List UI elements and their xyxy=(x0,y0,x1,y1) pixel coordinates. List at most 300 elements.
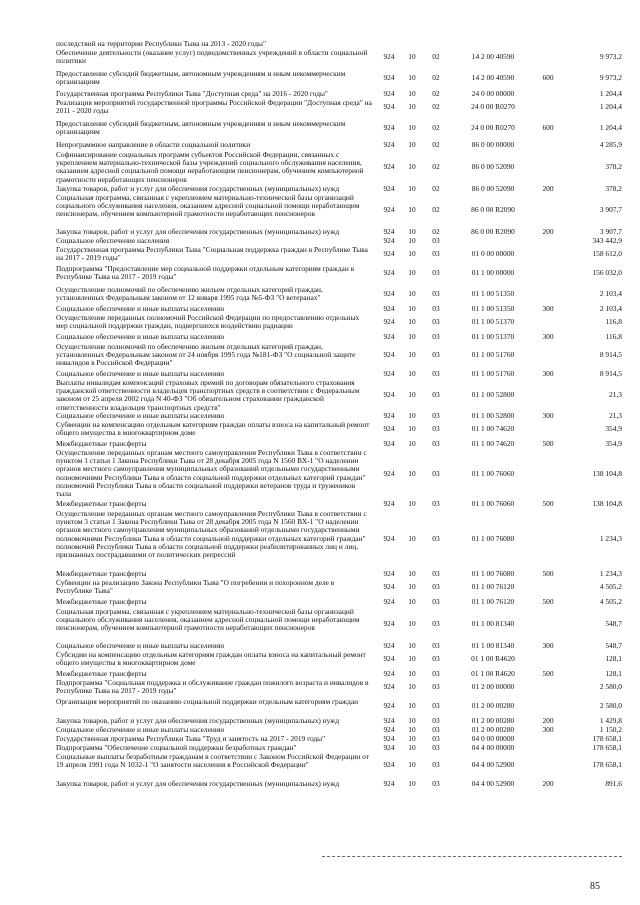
row-grbs: 924 xyxy=(383,236,395,245)
row-amount: 1 204,4 xyxy=(599,89,622,98)
row-target-article: 01 1 00 52800 xyxy=(471,390,515,400)
row-section: 10 xyxy=(408,597,416,606)
row-name: Социальные выплаты безработным гражданам в соответствии с Законом Российской Федерации от 19 апреля 1991 года N 1032-1 "О занятости населения в Российской Федерации" xyxy=(56,752,369,770)
row-subsection: 03 xyxy=(432,468,440,478)
row-name: Осуществление переданных органам местного самоуправления Республики Тыва в соответствии с пунктом 3 статьи 1 Закона Республики Тыва от 28 декабря 2005 года N 1560 ВХ-1 "О наделении органов местного самоуправления муниципальных образований отдельными государственными полномочиями Республики Тыва в области социальной поддержки отдельных категорий граждан" полномочий Республики Тыва в области социальной поддержки реабилитированных лиц и лиц, признанных пострадавшими от политических репрессий xyxy=(56,509,367,560)
row-amount: 2 580,0 xyxy=(599,701,622,711)
table-row xyxy=(0,449,640,498)
row-subsection: 03 xyxy=(432,701,440,711)
row-amount: 9 973,2 xyxy=(599,52,622,62)
row-target-article: 04 4 00 00000 xyxy=(471,743,515,752)
row-section: 10 xyxy=(408,89,416,98)
row-amount: 4 285,9 xyxy=(599,140,622,149)
row-amount: 891,6 xyxy=(605,779,622,788)
row-grbs: 924 xyxy=(383,140,395,149)
row-target-article: 01 1 00 51760 xyxy=(471,350,515,360)
row-subsection: 03 xyxy=(432,289,440,299)
row-section: 10 xyxy=(408,779,416,788)
row-grbs: 924 xyxy=(383,184,395,193)
row-section: 10 xyxy=(408,760,416,770)
row-subsection: 03 xyxy=(432,725,440,734)
row-amount: 343 442,9 xyxy=(592,236,622,245)
row-name: Социальное обеспечение и иные выплаты населению xyxy=(56,411,225,420)
row-grbs: 924 xyxy=(383,162,395,172)
table-row xyxy=(0,305,640,313)
row-section: 10 xyxy=(408,350,416,360)
row-subsection: 03 xyxy=(432,268,440,278)
row-target-article: 14 2 00 40590 xyxy=(471,73,515,83)
table-row xyxy=(0,343,640,368)
row-grbs: 924 xyxy=(383,619,395,629)
row-expense-type: 300 xyxy=(542,369,554,378)
table-row xyxy=(0,90,640,98)
table-row xyxy=(0,500,640,508)
row-expense-type: 200 xyxy=(542,184,554,193)
row-target-article: 01 2 00 00280 xyxy=(471,725,515,734)
row-target-article: 24 0 00 00000 xyxy=(471,89,515,98)
row-name: Государственная программа Республики Тыва "Социальная поддержка граждан в Республике Тыва на 2017 - 2019 годы" xyxy=(56,245,368,263)
row-grbs: 924 xyxy=(383,205,395,215)
row-grbs: 924 xyxy=(383,734,395,743)
row-subsection: 03 xyxy=(432,439,440,448)
row-target-article: 01 1 00 74620 xyxy=(471,424,515,434)
row-target-article: 01 1 00 76080 xyxy=(471,533,515,543)
row-subsection: 02 xyxy=(432,52,440,62)
row-grbs: 924 xyxy=(383,682,395,692)
row-section: 10 xyxy=(408,439,416,448)
row-name: Подпрограмма "Социальная поддержка и обслуживание граждан пожилого возраста и инвалидов в Республике Тыва на 2017 - 2019 годы" xyxy=(56,678,369,696)
table-row xyxy=(0,99,640,115)
row-subsection: 03 xyxy=(432,582,440,592)
table-row xyxy=(0,679,640,695)
table-row xyxy=(0,421,640,437)
row-amount: 3 907,7 xyxy=(599,227,622,236)
row-grbs: 924 xyxy=(383,760,395,770)
row-amount: 8 914,5 xyxy=(599,369,622,378)
row-expense-type: 200 xyxy=(542,716,554,725)
row-amount: 178 658,1 xyxy=(592,743,622,752)
row-target-article: 01 1 00 52800 xyxy=(471,411,515,420)
table-row xyxy=(0,246,640,262)
row-expense-type: 600 xyxy=(542,73,554,83)
table-row xyxy=(0,753,640,778)
row-amount: 138 104,8 xyxy=(592,468,622,478)
row-name: Осуществление полномочий по обеспечению жильем отдельных категорий граждан, установленных Федеральным законом от 12 января 1995 года №5-ФЗ "О ветеранах" xyxy=(56,285,323,303)
row-target-article: 01 1 00 51350 xyxy=(471,289,515,299)
row-name: Государственная программа Республики Тыва "Труд и занятость на 2017 - 2019 годы" xyxy=(56,734,326,743)
row-name: Предоставление субсидий бюджетным, автономным учреждениям и иным некоммерческим организациям xyxy=(56,119,346,137)
row-target-article: 01 2 00 00000 xyxy=(471,682,515,692)
row-amount: 8 914,5 xyxy=(599,350,622,360)
row-section: 10 xyxy=(408,569,416,578)
row-subsection: 03 xyxy=(432,682,440,692)
table-row xyxy=(0,598,640,606)
row-subsection: 02 xyxy=(432,162,440,172)
row-section: 10 xyxy=(408,411,416,420)
row-expense-type: 500 xyxy=(542,669,554,678)
row-subsection: 02 xyxy=(432,89,440,98)
row-name: Реализация мероприятий государственной программы Российской Федерации "Доступная среда" на 2011 - 2020 годы xyxy=(56,98,372,116)
row-name: Закупка товаров, работ и услуг для обеспечения государственных (муниципальных) нужд xyxy=(56,227,340,236)
table-row xyxy=(0,651,640,667)
table-row xyxy=(0,698,640,714)
row-section: 10 xyxy=(408,619,416,629)
row-section: 10 xyxy=(408,533,416,543)
row-target-article: 86 0 00 52090 xyxy=(471,162,515,172)
table-row xyxy=(0,151,640,184)
row-grbs: 924 xyxy=(383,743,395,752)
row-target-article: 01 0 00 00000 xyxy=(471,249,515,259)
row-amount: 4 505,2 xyxy=(599,582,622,592)
row-subsection: 03 xyxy=(432,350,440,360)
table-row xyxy=(0,237,640,245)
table-row xyxy=(0,570,640,578)
row-name: Государственная программа Республики Тыва "Доступная среда" на 2016 - 2020 годы" xyxy=(56,89,328,98)
row-subsection: 03 xyxy=(432,304,440,313)
row-target-article: 01 1 00 81340 xyxy=(471,619,515,629)
row-expense-type: 500 xyxy=(542,439,554,448)
row-expense-type: 500 xyxy=(542,499,554,508)
table-row xyxy=(0,228,640,236)
row-amount: 21,3 xyxy=(609,390,622,400)
row-amount: 4 505,2 xyxy=(599,597,622,606)
row-grbs: 924 xyxy=(383,73,395,83)
row-subsection: 03 xyxy=(432,390,440,400)
row-target-article: 01 1 00 51370 xyxy=(471,317,515,327)
row-amount: 2 580,0 xyxy=(599,682,622,692)
row-grbs: 924 xyxy=(383,332,395,341)
row-amount: 1 204,4 xyxy=(599,102,622,112)
row-amount: 9 973,2 xyxy=(599,73,622,83)
row-target-article: 01 1 00 74620 xyxy=(471,439,515,448)
row-name: Подпрограмма "Предоставление мер социальной поддержки отдельным категориям граждан в Республике Тыва на 2017 - 2019 годы" xyxy=(56,264,355,282)
row-amount: 548,7 xyxy=(605,641,622,650)
row-amount: 1 429,8 xyxy=(599,716,622,725)
row-name: Софинансирование социальных программ субъектов Российской Федерации, связанных с укреплением материально-технической базы учреждений социального обслуживания населения, оказанием адресной социальной помощи неработающим пенсионерам, обучением компьютерной грамотности неработающих пенсионеров xyxy=(56,150,364,184)
row-target-article: 86 0 00 00000 xyxy=(471,140,515,149)
row-amount: 1 234,3 xyxy=(599,533,622,543)
row-name: Обеспечение деятельности (оказание услуг) подведомственных учреждений в области социальной политики xyxy=(56,48,368,66)
row-name: Социальное обеспечение и иные выплаты населению xyxy=(56,369,225,378)
row-grbs: 924 xyxy=(383,716,395,725)
row-name: Закупка товаров, работ и услуг для обеспечения государственных (муниципальных) нужд xyxy=(56,779,340,788)
row-subsection: 03 xyxy=(432,734,440,743)
row-section: 10 xyxy=(408,289,416,299)
table-row xyxy=(0,70,640,86)
table-row xyxy=(0,744,640,752)
row-section: 10 xyxy=(408,468,416,478)
table-row xyxy=(0,780,640,788)
row-grbs: 924 xyxy=(383,102,395,112)
row-amount: 128,1 xyxy=(605,669,622,678)
row-target-article: 14 2 00 40590 xyxy=(471,52,515,62)
table-row xyxy=(0,510,640,567)
row-grbs: 924 xyxy=(383,533,395,543)
row-name: Субвенции на компенсацию отдельным категориям граждан оплаты взноса на капитальный ремонт общего имущества в многоквартирном доме xyxy=(56,420,370,438)
row-subsection: 03 xyxy=(432,569,440,578)
row-name: Организация мероприятий по оказанию социальной поддержки отдельным категориям граждан xyxy=(56,697,359,706)
row-subsection: 02 xyxy=(432,123,440,133)
row-section: 10 xyxy=(408,249,416,259)
row-amount: 354,9 xyxy=(605,424,622,434)
row-target-article: 01 1 00 76060 xyxy=(471,499,515,508)
row-target-article: 01 1 00 51760 xyxy=(471,369,515,378)
row-expense-type: 200 xyxy=(542,779,554,788)
row-grbs: 924 xyxy=(383,701,395,711)
row-section: 10 xyxy=(408,123,416,133)
row-name: Социальное обеспечение и иные выплаты населению xyxy=(56,725,225,734)
row-expense-type: 300 xyxy=(542,332,554,341)
row-amount: 158 612,0 xyxy=(592,249,622,259)
row-target-article: 86 0 00 R2090 xyxy=(471,205,515,215)
row-amount: 2 103,4 xyxy=(599,304,622,313)
row-name: Межбюджетные трансферты xyxy=(56,439,147,448)
row-target-article: 24 0 00 R0270 xyxy=(471,123,515,133)
row-name: Осуществление переданных полномочий Российской Федерации по предоставлению отдельных мер социальной поддержки граждан, подвергшихся воздействию радиации xyxy=(56,313,360,331)
row-target-article: 01 1 00 00000 xyxy=(471,268,515,278)
table-row xyxy=(0,726,640,734)
row-name: Закупка товаров, работ и услуг для обеспечения государственных (муниципальных) нужд xyxy=(56,184,340,193)
row-target-article: 24 0 00 R0270 xyxy=(471,102,515,112)
row-subsection: 02 xyxy=(432,205,440,215)
row-amount: 21,3 xyxy=(609,411,622,420)
table-row xyxy=(0,370,640,378)
row-target-article: 01 1 00 76060 xyxy=(471,468,515,478)
row-grbs: 924 xyxy=(383,641,395,650)
row-expense-type: 500 xyxy=(542,597,554,606)
table-row xyxy=(0,185,640,193)
row-subsection: 03 xyxy=(432,411,440,420)
row-section: 10 xyxy=(408,716,416,725)
row-grbs: 924 xyxy=(383,669,395,678)
table-row xyxy=(0,49,640,65)
row-amount: 1 234,3 xyxy=(599,569,622,578)
row-expense-type: 300 xyxy=(542,641,554,650)
row-expense-type: 500 xyxy=(542,569,554,578)
row-name: Межбюджетные трансферты xyxy=(56,569,147,578)
row-section: 10 xyxy=(408,499,416,508)
row-grbs: 924 xyxy=(383,582,395,592)
row-grbs: 924 xyxy=(383,411,395,420)
row-subsection: 03 xyxy=(432,641,440,650)
row-grbs: 924 xyxy=(383,597,395,606)
row-grbs: 924 xyxy=(383,654,395,664)
table-row xyxy=(0,265,640,281)
row-name: Социальное обеспечение и иные выплаты населению xyxy=(56,641,225,650)
row-grbs: 924 xyxy=(383,350,395,360)
row-section: 10 xyxy=(408,162,416,172)
row-section: 10 xyxy=(408,390,416,400)
row-name: Непрограммное направление в области социальной политики xyxy=(56,140,251,149)
row-section: 10 xyxy=(408,582,416,592)
row-grbs: 924 xyxy=(383,569,395,578)
row-name: Выплаты инвалидам компенсаций страховых премий по договорам обязательного страхования гражданской ответственности владельцев транспортных средств в соответствии с Федеральным законом от 25 апреля 2002 года N 40-ФЗ "Об обязательном страховании гражданской ответственности владельцев транспортных средств" xyxy=(56,378,360,412)
row-expense-type: 300 xyxy=(542,725,554,734)
row-amount: 116,8 xyxy=(605,317,622,327)
row-subsection: 03 xyxy=(432,499,440,508)
row-section: 10 xyxy=(408,73,416,83)
row-subsection: 03 xyxy=(432,249,440,259)
row-target-article: 04 4 00 52900 xyxy=(471,760,515,770)
row-section: 10 xyxy=(408,332,416,341)
row-name: Социальное обеспечение и иные выплаты населению xyxy=(56,332,225,341)
row-section: 10 xyxy=(408,734,416,743)
row-subsection: 02 xyxy=(432,140,440,149)
row-target-article: 86 0 00 52090 xyxy=(471,184,515,193)
row-target-article: 86 0 00 R2090 xyxy=(471,227,515,236)
row-section: 10 xyxy=(408,227,416,236)
row-expense-type: 300 xyxy=(542,411,554,420)
row-grbs: 924 xyxy=(383,227,395,236)
row-section: 10 xyxy=(408,102,416,112)
row-subsection: 03 xyxy=(432,716,440,725)
row-target-article: 01 1 00 51370 xyxy=(471,332,515,341)
row-name: Осуществление полномочий по обеспечению жильем отдельных категорий граждан, установленных Федеральным законом от 24 ноября 1995 года №181-ФЗ "О социальной защите инвалидов в Российской Федерации" xyxy=(56,342,356,368)
row-amount: 2 103,4 xyxy=(599,289,622,299)
row-amount: 1 150,2 xyxy=(599,725,622,734)
row-section: 10 xyxy=(408,669,416,678)
row-grbs: 924 xyxy=(383,304,395,313)
row-section: 10 xyxy=(408,236,416,245)
row-grbs: 924 xyxy=(383,249,395,259)
row-target-article: 04 0 00 00000 xyxy=(471,734,515,743)
row-section: 10 xyxy=(408,140,416,149)
row-grbs: 924 xyxy=(383,369,395,378)
row-expense-type: 600 xyxy=(542,123,554,133)
row-section: 10 xyxy=(408,641,416,650)
row-grbs: 924 xyxy=(383,499,395,508)
table-row xyxy=(0,608,640,641)
row-section: 10 xyxy=(408,304,416,313)
row-target-article: 04 4 00 52900 xyxy=(471,779,515,788)
row-section: 10 xyxy=(408,654,416,664)
row-grbs: 924 xyxy=(383,289,395,299)
row-name: Субсидии на компенсацию отдельным категориям граждан оплаты взноса на капитальный ремонт общего имущества в многоквартирном доме xyxy=(56,650,366,668)
row-subsection: 03 xyxy=(432,743,440,752)
row-amount: 178 658,1 xyxy=(592,734,622,743)
row-section: 10 xyxy=(408,424,416,434)
table-row xyxy=(0,194,640,227)
table-row xyxy=(0,40,640,48)
row-target-article: 01 2 00 00280 xyxy=(471,701,515,711)
page-number: 85 xyxy=(590,881,600,892)
scan-artifact-line xyxy=(322,856,622,857)
row-amount: 354,9 xyxy=(605,439,622,448)
row-subsection: 03 xyxy=(432,533,440,543)
row-grbs: 924 xyxy=(383,317,395,327)
row-amount: 178 658,1 xyxy=(592,760,622,770)
row-name: последствий на территории Республики Тыва на 2013 - 2020 годы" xyxy=(56,39,267,48)
row-name: Социальное обеспечение и иные выплаты населению xyxy=(56,304,225,313)
row-grbs: 924 xyxy=(383,439,395,448)
row-grbs: 924 xyxy=(383,123,395,133)
table-row xyxy=(0,379,640,412)
row-subsection: 03 xyxy=(432,236,440,245)
row-amount: 138 104,8 xyxy=(592,499,622,508)
row-amount: 548,7 xyxy=(605,619,622,629)
row-section: 10 xyxy=(408,725,416,734)
table-row xyxy=(0,440,640,448)
table-row xyxy=(0,579,640,595)
row-section: 10 xyxy=(408,205,416,215)
table-row xyxy=(0,314,640,330)
row-grbs: 924 xyxy=(383,725,395,734)
row-target-article: 01 1 00 76120 xyxy=(471,597,515,606)
row-section: 10 xyxy=(408,701,416,711)
table-row xyxy=(0,141,640,149)
row-target-article: 01 1 00 R4620 xyxy=(471,669,515,678)
row-amount: 378,2 xyxy=(605,184,622,193)
row-name: Подпрограмма "Обеспечение социальной поддержки безработных граждан" xyxy=(56,743,297,752)
row-subsection: 02 xyxy=(432,227,440,236)
table-row xyxy=(0,717,640,725)
row-section: 10 xyxy=(408,52,416,62)
row-amount: 128,1 xyxy=(605,654,622,664)
row-section: 10 xyxy=(408,184,416,193)
row-target-article: 01 1 00 R4620 xyxy=(471,654,515,664)
row-subsection: 03 xyxy=(432,597,440,606)
row-subsection: 03 xyxy=(432,654,440,664)
row-amount: 156 032,0 xyxy=(592,268,622,278)
table-row xyxy=(0,286,640,302)
row-section: 10 xyxy=(408,682,416,692)
row-target-article: 01 1 00 76120 xyxy=(471,582,515,592)
table-row xyxy=(0,333,640,341)
row-amount: 378,2 xyxy=(605,162,622,172)
row-target-article: 01 2 00 00280 xyxy=(471,716,515,725)
row-section: 10 xyxy=(408,743,416,752)
row-subsection: 03 xyxy=(432,369,440,378)
row-amount: 1 204,4 xyxy=(599,123,622,133)
row-grbs: 924 xyxy=(383,89,395,98)
row-subsection: 03 xyxy=(432,779,440,788)
row-name: Межбюджетные трансферты xyxy=(56,669,147,678)
row-subsection: 02 xyxy=(432,73,440,83)
row-name: Закупка товаров, работ и услуг для обеспечения государственных (муниципальных) нужд xyxy=(56,716,340,725)
row-grbs: 924 xyxy=(383,468,395,478)
row-target-article: 01 1 00 76080 xyxy=(471,569,515,578)
row-subsection: 02 xyxy=(432,184,440,193)
row-grbs: 924 xyxy=(383,779,395,788)
row-grbs: 924 xyxy=(383,424,395,434)
row-expense-type: 300 xyxy=(542,304,554,313)
row-name: Социальное обеспечение населения xyxy=(56,236,170,245)
row-name: Субвенции на реализацию Закона Республики Тыва "О погребении и похоронном деле в Республике Тыва" xyxy=(56,578,335,596)
row-amount: 3 907,7 xyxy=(599,205,622,215)
row-subsection: 03 xyxy=(432,619,440,629)
row-subsection: 03 xyxy=(432,332,440,341)
row-name: Предоставление субсидий бюджетным, автономным учреждениям и иным некоммерческим организациям xyxy=(56,69,346,87)
table-row xyxy=(0,642,640,650)
row-name: Межбюджетные трансферты xyxy=(56,499,147,508)
table-row xyxy=(0,735,640,743)
row-subsection: 02 xyxy=(432,102,440,112)
row-grbs: 924 xyxy=(383,52,395,62)
row-name: Социальная программа, связанная с укреплением материально-технической базы организаций социального обслуживания населения, оказанием адресной социальной помощи неработающим пенсионерам, обучением компьютерной грамотности неработающих пенсионеров xyxy=(56,607,360,633)
row-target-article: 01 1 00 81340 xyxy=(471,641,515,650)
table-row xyxy=(0,412,640,420)
table-row xyxy=(0,120,640,136)
row-subsection: 03 xyxy=(432,317,440,327)
row-name: Социальная программа, связанная с укреплением материально-технической базы организаций социального обслуживания населения, оказанием адресной социальной помощи неработающим пенсионерам, обучением компьютерной грамотности неработающих пенсионеров xyxy=(56,193,360,219)
row-name: Осуществление переданных органам местного самоуправления Республики Тыва в соответствии с пунктом 1 статьи 1 Закона Республики Тыва от 28 декабря 2005 года N 1560 ВХ-1 "О наделении органов местного самоуправления муниципальных образований отдельными государственными полномочиями Республики Тыва в области социальной поддержки отдельных категорий граждан" полномочий Республики Тыва в области социальной поддержки ветеранов труда и тружеников тыла xyxy=(56,448,367,499)
row-subsection: 03 xyxy=(432,760,440,770)
row-grbs: 924 xyxy=(383,268,395,278)
row-amount: 116,8 xyxy=(605,332,622,341)
row-target-article: 01 1 00 51350 xyxy=(471,304,515,313)
row-section: 10 xyxy=(408,369,416,378)
row-name: Межбюджетные трансферты xyxy=(56,597,147,606)
